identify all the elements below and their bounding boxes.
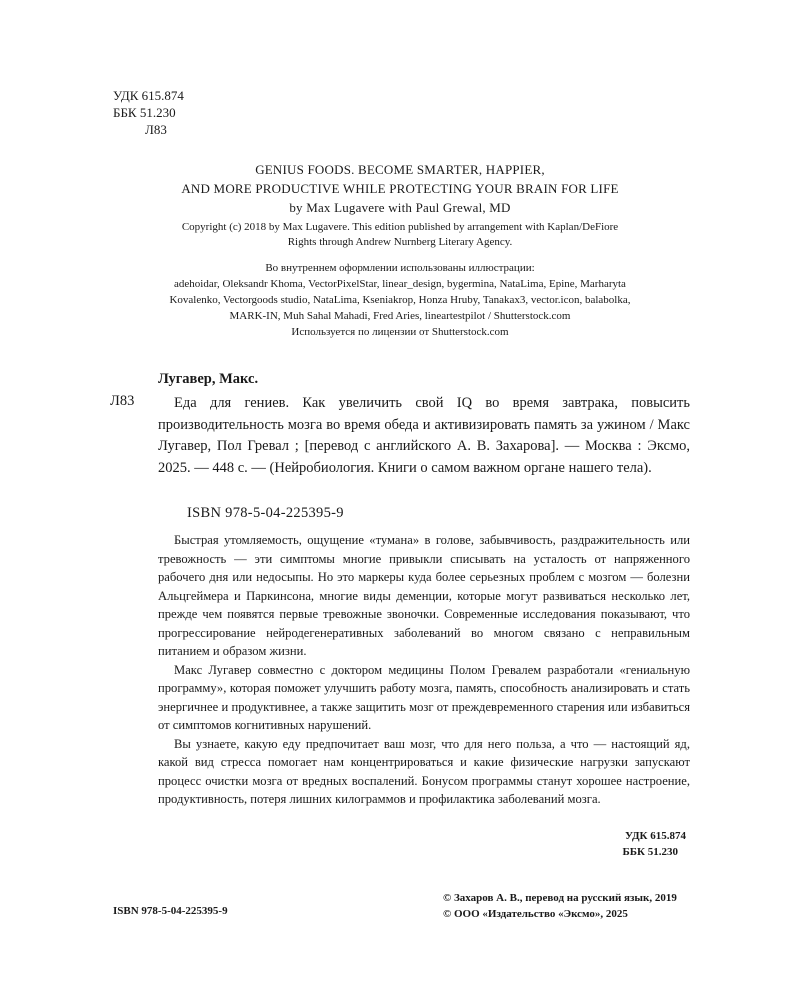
publisher-copyright: © ООО «Издательство «Эксмо», 2025 — [443, 908, 628, 920]
bottom-bbk-code: ББК 51.230 — [622, 846, 678, 858]
isbn-footer: ISBN 978-5-04-225395-9 — [113, 905, 228, 917]
illustration-heading: Во внутреннем оформлении использованы иллюстрации: — [265, 262, 535, 274]
annotation-paragraph-2: Макс Лугавер совместно с доктором медицины Полом Гревалем разработали «гениальную программу», которая поможет улучшить работу мозга, память, способность анализировать и стать энергичнее и продуктивнее, а также защитить мозг от преждевременного старения или избавиться от симптомов когнитивных нарушений. — [158, 662, 690, 732]
classification-codes — [113, 87, 184, 138]
illustration-credits-line-2: Kovalenko, Vectorgoods studio, NataLima, Kseniakrop, Honza Hruby, Tanakax3, vector.icon, balabolka, — [169, 294, 631, 306]
original-byline: by Max Lugavere with Paul Grewal, MD — [289, 200, 511, 215]
bibliographic-code: Л83 — [110, 393, 135, 409]
bottom-classification-codes — [622, 828, 690, 860]
illustration-credits — [100, 260, 700, 340]
copyright-notice — [130, 220, 670, 250]
bibliographic-description: Еда для гениев. Как увеличить свой IQ во время завтрака, повысить производительность мозга во время обеда и активизировать память за ужином / Макс Лугавер, Пол Гревал ; [перевод с английского А. В. Захарова]. — Москва : Эксмо, 2025. — 448 с. — (Нейробиология. Книги о самом важном органе нашего тела). — [158, 395, 690, 476]
bottom-udk-code: УДК 615.874 — [624, 830, 686, 842]
illustration-credits-line-1: adehoidar, Oleksandr Khoma, VectorPixelStar, linear_design, bygermina, NataLima, Epine, Marharyta — [174, 278, 626, 290]
author-mark: Л83 — [145, 122, 167, 137]
bibliographic-author: Лугавер, Макс. — [158, 371, 259, 387]
udk-code: УДК 615.874 — [113, 88, 184, 103]
annotation-paragraph-3: Вы узнаете, какую еду предпочитает ваш мозг, что для него польза, а что — настоящий яд, какой вид стресса помогает нам концентрироваться и какие физические нагрузки запускают процесс очистки мозга от вредных воспалений. Бонусом программы станут хорошее настроение, продуктивность, потеря лишних килограммов и профилактика заболеваний мозга. — [158, 736, 690, 806]
license-notice: Используется по лицензии от Shutterstock.com — [291, 326, 509, 338]
isbn-main: ISBN 978-5-04-225395-9 — [187, 505, 344, 521]
annotation — [158, 531, 690, 809]
original-title-line-2: AND MORE PRODUCTIVE WHILE PROTECTING YOUR BRAIN FOR LIFE — [181, 181, 619, 196]
copyright-line-1: Copyright (c) 2018 by Max Lugavere. This edition published by arrangement with Kaplan/DeFiore — [181, 221, 619, 233]
copyright-footer — [443, 890, 677, 922]
original-title-line-1: GENIUS FOODS. BECOME SMARTER, HAPPIER, — [255, 162, 545, 177]
annotation-paragraph-1: Быстрая утомляемость, ощущение «тумана» в голове, забывчивость, раздражительность или тревожность — эти симптомы многие привыкли списывать на усталость от напряженного рабочего дня или недосыпы. Но это маркеры куда более серьезных проблем с мозгом — болезни Альцгеймера и Паркинсона, многие виды деменции, которые могут развиваться несколько лет, прежде чем появятся первые тревожные звоночки. Современные исследования показывают, что прогрессирование нейродегенеративных заболеваний во многом связано с неправильным питанием и образом жизни. — [158, 533, 690, 658]
translation-copyright: © Захаров А. В., перевод на русский язык, 2019 — [443, 892, 677, 904]
illustration-credits-line-3: MARK-IN, Muh Sahal Mahadi, Fred Aries, lineartestpilot / Shutterstock.com — [229, 310, 571, 322]
bbk-code: ББК 51.230 — [113, 105, 176, 120]
copyright-line-2: Rights through Andrew Nurnberg Literary Agency. — [287, 236, 513, 248]
original-title-block — [100, 160, 700, 217]
